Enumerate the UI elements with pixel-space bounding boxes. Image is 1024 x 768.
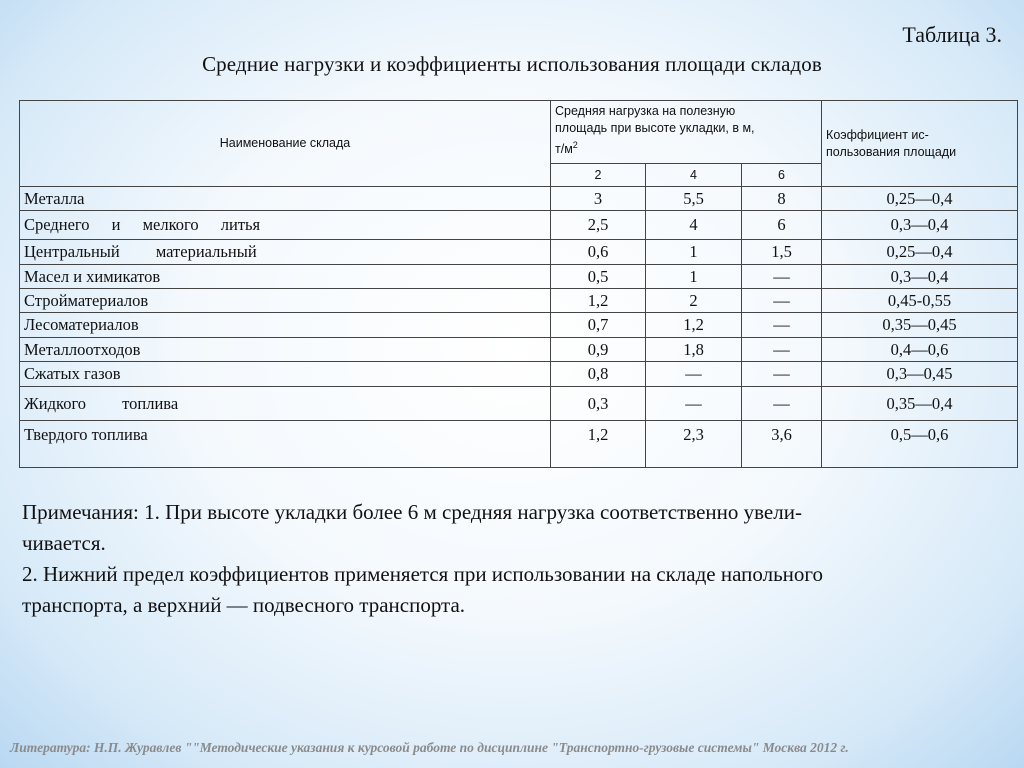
column-header-height-6: 6 bbox=[742, 164, 822, 187]
column-header-coefficient bbox=[822, 101, 1018, 187]
row-h6: — bbox=[742, 313, 822, 338]
row-h2: 0,7 bbox=[551, 313, 646, 338]
row-h4: 1,2 bbox=[646, 313, 742, 338]
row-h2: 0,3 bbox=[551, 387, 646, 421]
column-header-coef-line2: пользования площади bbox=[826, 144, 957, 159]
note-line-4: транспорта, а верхний — подвесного транспорта. bbox=[22, 593, 466, 617]
column-header-height-4: 4 bbox=[646, 164, 742, 187]
row-name: Масел и химикатов bbox=[20, 265, 551, 289]
row-name: Сжатых газов bbox=[20, 362, 551, 387]
row-h4: 1 bbox=[646, 265, 742, 289]
row-h2: 0,9 bbox=[551, 338, 646, 362]
table-row bbox=[20, 289, 1018, 313]
row-h4: 1 bbox=[646, 240, 742, 265]
row-h6: — bbox=[742, 338, 822, 362]
row-name: Твердого топлива bbox=[20, 421, 551, 468]
table-row bbox=[20, 187, 1018, 211]
row-h6: — bbox=[742, 289, 822, 313]
column-header-coef-line1: Коэффициент ис- bbox=[826, 127, 929, 142]
note-line-3: 2. Нижний предел коэффициентов применяется при использовании на складе напольного bbox=[22, 562, 823, 586]
row-name: Лесоматериалов bbox=[20, 313, 551, 338]
row-h6: 8 bbox=[742, 187, 822, 211]
notes-block bbox=[22, 497, 1007, 621]
column-header-load-line1: Средняя нагрузка на полезную bbox=[555, 104, 736, 118]
table-row bbox=[20, 362, 1018, 387]
column-header-load-unit: $т/м^2$ bbox=[555, 140, 578, 157]
column-header-load-line2: площадь при высоте укладки, в м, bbox=[555, 121, 755, 135]
row-h4: 1,8 bbox=[646, 338, 742, 362]
row-h4: — bbox=[646, 362, 742, 387]
table-row bbox=[20, 421, 1018, 468]
row-coef: 0,3—0,4 bbox=[822, 211, 1018, 240]
table-row bbox=[20, 211, 1018, 240]
row-h2: 1,2 bbox=[551, 289, 646, 313]
row-h2: 0,5 bbox=[551, 265, 646, 289]
row-h2: 3 bbox=[551, 187, 646, 211]
row-h6: — bbox=[742, 387, 822, 421]
row-h2: 0,6 bbox=[551, 240, 646, 265]
literature-footer: Литература: Н.П. Журавлев ""Методические указания к курсовой работе по дисциплине "Транспортно-грузовые системы" Москва 2012 г. bbox=[10, 740, 849, 755]
row-coef: 0,3—0,4 bbox=[822, 265, 1018, 289]
row-name: Металла bbox=[20, 187, 551, 211]
row-h4: 2 bbox=[646, 289, 742, 313]
row-name: Центральный материальный bbox=[20, 240, 551, 265]
row-name: Стройматериалов bbox=[20, 289, 551, 313]
row-name: Среднего и мелкого литья bbox=[20, 211, 551, 240]
row-coef: 0,25—0,4 bbox=[822, 187, 1018, 211]
row-coef: 0,45-0,55 bbox=[822, 289, 1018, 313]
row-name: Жидкого топлива bbox=[20, 387, 551, 421]
row-h6: 3,6 bbox=[742, 421, 822, 468]
row-name: Металлоотходов bbox=[20, 338, 551, 362]
row-h6: 1,5 bbox=[742, 240, 822, 265]
note-line-1: Примечания: 1. При высоте укладки более 6 м средняя нагрузка соответственно увели- bbox=[22, 500, 802, 524]
table-row bbox=[20, 265, 1018, 289]
table-row bbox=[20, 313, 1018, 338]
table-row bbox=[20, 387, 1018, 421]
warehouse-loads-table bbox=[19, 100, 1018, 468]
table-row bbox=[20, 338, 1018, 362]
row-h6: — bbox=[742, 362, 822, 387]
table-number: Таблица 3. bbox=[902, 22, 1002, 47]
row-h2: 0,8 bbox=[551, 362, 646, 387]
column-header-height-2: 2 bbox=[551, 164, 646, 187]
row-coef: 0,5—0,6 bbox=[822, 421, 1018, 468]
row-h4: 2,3 bbox=[646, 421, 742, 468]
row-coef: 0,35—0,45 bbox=[822, 313, 1018, 338]
row-coef: 0,3—0,45 bbox=[822, 362, 1018, 387]
column-header-name: Наименование склада bbox=[20, 101, 551, 187]
row-coef: 0,4—0,6 bbox=[822, 338, 1018, 362]
table-row bbox=[20, 240, 1018, 265]
page-title: Средние нагрузки и коэффициенты использования площади складов bbox=[202, 52, 822, 76]
column-header-load bbox=[551, 101, 822, 164]
row-h6: — bbox=[742, 265, 822, 289]
note-line-2: чивается. bbox=[22, 531, 106, 555]
row-h4: 5,5 bbox=[646, 187, 742, 211]
row-h4: — bbox=[646, 387, 742, 421]
row-h4: 4 bbox=[646, 211, 742, 240]
row-h2: 1,2 bbox=[551, 421, 646, 468]
row-h2: 2,5 bbox=[551, 211, 646, 240]
row-h6: 6 bbox=[742, 211, 822, 240]
row-coef: 0,25—0,4 bbox=[822, 240, 1018, 265]
row-coef: 0,35—0,4 bbox=[822, 387, 1018, 421]
